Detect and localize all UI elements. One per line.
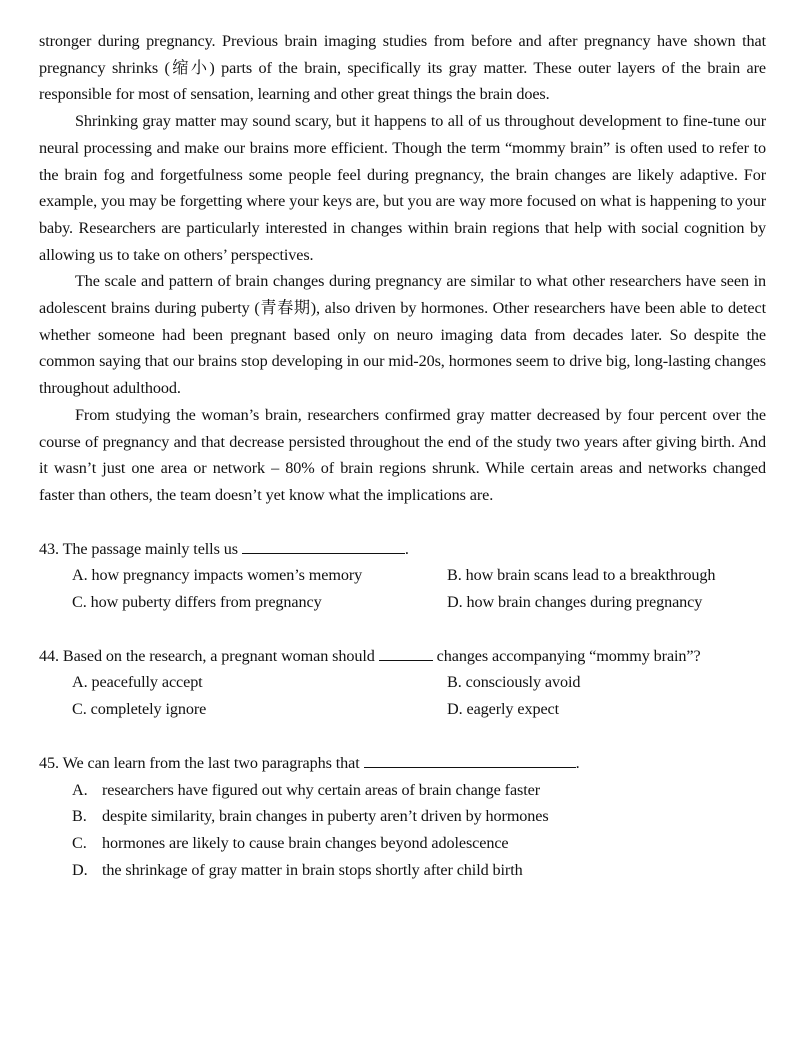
option-letter: C. [72, 700, 87, 719]
option-letter: B. [447, 566, 462, 585]
option-letter: B. [447, 673, 462, 692]
option-b[interactable] [447, 562, 766, 589]
option-a[interactable] [72, 777, 766, 804]
option-a[interactable] [72, 562, 447, 589]
option-c[interactable] [72, 696, 447, 723]
option-letter: D. [447, 593, 463, 612]
option-text: despite similarity, brain changes in puberty aren’t driven by hormones [102, 807, 549, 826]
question-number: 44. [39, 646, 59, 665]
option-letter: B. [72, 807, 87, 826]
exam-page [39, 28, 766, 883]
option-letter: A. [72, 566, 88, 585]
option-letter: A. [72, 673, 88, 692]
question-text: The passage mainly tells us [62, 539, 238, 558]
option-letter: C. [72, 833, 87, 852]
question-44 [39, 643, 766, 723]
option-d[interactable] [447, 696, 766, 723]
option-letter: A. [72, 780, 88, 799]
option-d[interactable] [447, 589, 766, 616]
question-text-end: . [404, 539, 409, 558]
option-text: how brain scans lead to a breakthrough [465, 566, 716, 585]
option-text: peacefully accept [91, 673, 203, 692]
options [39, 562, 766, 615]
section-gap [39, 616, 766, 643]
option-text: researchers have figured out why certain areas of brain change faster [102, 780, 541, 799]
reading-passage [39, 28, 766, 509]
option-text: how puberty differs from pregnancy [90, 593, 322, 612]
options [39, 777, 766, 884]
passage-paragraph-1: stronger during pregnancy. Previous brain imaging studies from before and after pregnancy have shown that pregnancy shrinks (缩小) parts of the brain, specifically its gray matter. These outer layers of the brain are responsible for most of sensation, learning and other great things the brain does. [39, 32, 766, 104]
option-d[interactable] [72, 857, 766, 884]
section-gap [39, 723, 766, 750]
question-45 [39, 750, 766, 884]
answer-blank[interactable] [379, 646, 433, 661]
option-text: how brain changes during pregnancy [466, 593, 703, 612]
passage-paragraph-2: Shrinking gray matter may sound scary, but it happens to all of us throughout development to fine-tune our neural processing and make our brains more efficient. Though the term “mommy brain” is often used to refer to the brain fog and forgetfulness some people feel during pregnancy, the brain changes are likely adaptive. For example, you may be forgetting where your keys are, but you are way more focused on what is happening to your baby. Researchers are particularly interested in changes within brain regions that help with social cognition by allowing us to take on others’ perspectives. [39, 112, 766, 264]
option-text: how pregnancy impacts women’s memory [91, 566, 363, 585]
option-b[interactable] [72, 803, 766, 830]
option-letter: D. [72, 860, 88, 879]
question-text-end: . [575, 753, 580, 772]
option-text: the shrinkage of gray matter in brain stops shortly after child birth [102, 860, 523, 879]
option-text: eagerly expect [466, 700, 560, 719]
question-text-end: changes accompanying “mommy brain”? [436, 646, 701, 665]
option-a[interactable] [72, 669, 447, 696]
option-text: completely ignore [90, 700, 207, 719]
section-gap [39, 509, 766, 536]
answer-blank[interactable] [364, 753, 576, 768]
option-letter: D. [447, 700, 463, 719]
option-c[interactable] [72, 830, 766, 857]
question-stem [39, 643, 766, 670]
passage-paragraph-4: From studying the woman’s brain, researchers confirmed gray matter decreased by four percent over the course of pregnancy and that decrease persisted throughout the end of the study two years after giving birth. And it wasn’t just one area or network – 80% of brain regions shrunk. While certain areas and networks changed faster than others, the team doesn’t yet know what the implications are. [39, 405, 766, 504]
question-stem [39, 750, 766, 777]
option-text: consciously avoid [465, 673, 581, 692]
options [39, 669, 766, 722]
answer-blank[interactable] [242, 539, 405, 554]
question-number: 45. [39, 753, 59, 772]
option-text: hormones are likely to cause brain changes beyond adolescence [102, 833, 509, 852]
option-letter: C. [72, 593, 87, 612]
option-c[interactable] [72, 589, 447, 616]
question-stem [39, 536, 766, 563]
question-43 [39, 536, 766, 616]
question-text: Based on the research, a pregnant woman should [62, 646, 375, 665]
option-b[interactable] [447, 669, 766, 696]
passage-paragraph-3: The scale and pattern of brain changes during pregnancy are similar to what other researchers have seen in adolescent brains during puberty (青春期), also driven by hormones. Other researchers have been able to detect whether someone had been pregnant based only on neuro imaging data from decades later. So despite the common saying that our brains stop developing in our mid-20s, hormones seem to drive big, long-lasting changes throughout adulthood. [39, 272, 766, 398]
question-number: 43. [39, 539, 59, 558]
question-text: We can learn from the last two paragraphs that [62, 753, 360, 772]
